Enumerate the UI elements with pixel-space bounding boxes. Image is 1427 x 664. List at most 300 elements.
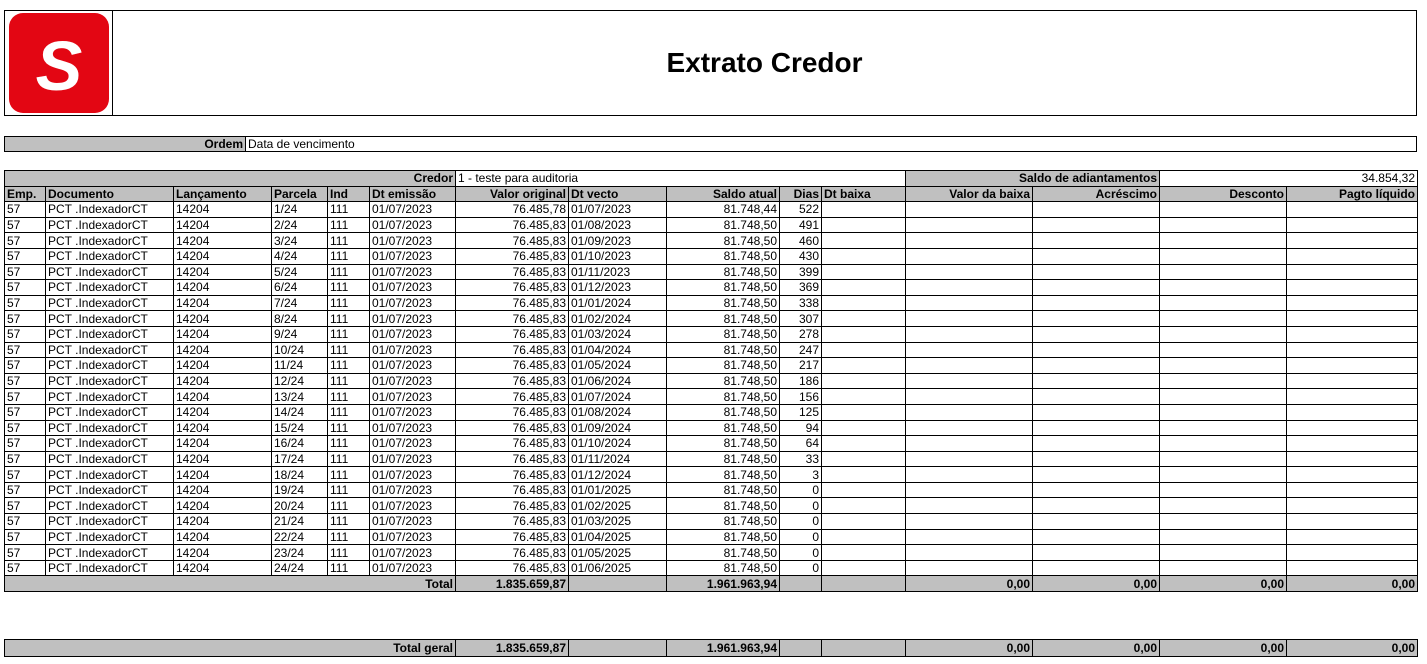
cell-dt-baixa bbox=[822, 451, 906, 467]
table-row bbox=[5, 233, 1418, 249]
page-title: Extrato Credor bbox=[666, 47, 863, 78]
cell-dt-vecto: 01/06/2024 bbox=[569, 373, 667, 389]
col-header-documento: Documento bbox=[46, 186, 174, 202]
cell-acrescimo bbox=[1033, 373, 1160, 389]
cell-dias: 94 bbox=[780, 420, 822, 436]
cell-ind: 111 bbox=[328, 404, 370, 420]
cell-emp: 57 bbox=[5, 248, 46, 264]
table-row bbox=[5, 373, 1418, 389]
cell-dt-baixa bbox=[822, 389, 906, 405]
cell-pagto-liquido bbox=[1287, 467, 1418, 483]
cell-valor-baixa bbox=[906, 373, 1033, 389]
cell-dt-baixa bbox=[822, 404, 906, 420]
cell-emp: 57 bbox=[5, 529, 46, 545]
cell-valor-baixa bbox=[906, 202, 1033, 218]
cell-acrescimo bbox=[1033, 545, 1160, 561]
cell-documento: PCT .IndexadorCT bbox=[46, 264, 174, 280]
cell-lancamento: 14204 bbox=[174, 358, 272, 374]
cell-valor-original: 76.485,83 bbox=[456, 373, 569, 389]
cell-dt-baixa bbox=[822, 295, 906, 311]
cell-pagto-liquido bbox=[1287, 311, 1418, 327]
cell-lancamento: 14204 bbox=[174, 404, 272, 420]
table-row bbox=[5, 467, 1418, 483]
cell-emp: 57 bbox=[5, 482, 46, 498]
table-row bbox=[5, 280, 1418, 296]
cell-parcela: 4/24 bbox=[272, 248, 328, 264]
cell-parcela: 1/24 bbox=[272, 202, 328, 218]
cell-valor-original: 76.485,78 bbox=[456, 202, 569, 218]
credor-value: 1 - teste para auditoria bbox=[456, 171, 906, 187]
cell-dias: 491 bbox=[780, 217, 822, 233]
cell-ind: 111 bbox=[328, 280, 370, 296]
table-row bbox=[5, 514, 1418, 530]
cell-pagto-liquido bbox=[1287, 264, 1418, 280]
cell-pagto-liquido bbox=[1287, 248, 1418, 264]
cell-desconto bbox=[1160, 202, 1287, 218]
cell-dt-emissao: 01/07/2023 bbox=[370, 358, 456, 374]
cell-parcela: 14/24 bbox=[272, 404, 328, 420]
cell-saldo-atual: 81.748,50 bbox=[667, 264, 780, 280]
cell-dt-baixa bbox=[822, 248, 906, 264]
cell-valor-original: 76.485,83 bbox=[456, 326, 569, 342]
cell-documento: PCT .IndexadorCT bbox=[46, 389, 174, 405]
cell-saldo-atual: 81.748,50 bbox=[667, 498, 780, 514]
cell-pagto-liquido bbox=[1287, 202, 1418, 218]
cell-valor-original: 76.485,83 bbox=[456, 217, 569, 233]
cell-emp: 57 bbox=[5, 436, 46, 452]
extrato-table bbox=[4, 170, 1418, 592]
cell-ind: 111 bbox=[328, 311, 370, 327]
cell-dt-baixa bbox=[822, 280, 906, 296]
cell-documento: PCT .IndexadorCT bbox=[46, 420, 174, 436]
cell-lancamento: 14204 bbox=[174, 264, 272, 280]
total-geral-acrescimo: 0,00 bbox=[1033, 640, 1160, 657]
company-logo-icon bbox=[9, 13, 109, 113]
cell-ind: 111 bbox=[328, 217, 370, 233]
svg-text:S: S bbox=[35, 27, 83, 105]
cell-desconto bbox=[1160, 498, 1287, 514]
cell-saldo-atual: 81.748,50 bbox=[667, 529, 780, 545]
cell-valor-original: 76.485,83 bbox=[456, 311, 569, 327]
cell-lancamento: 14204 bbox=[174, 420, 272, 436]
cell-desconto bbox=[1160, 248, 1287, 264]
cell-valor-baixa bbox=[906, 248, 1033, 264]
cell-emp: 57 bbox=[5, 467, 46, 483]
cell-pagto-liquido bbox=[1287, 451, 1418, 467]
cell-saldo-atual: 81.748,50 bbox=[667, 514, 780, 530]
cell-valor-baixa bbox=[906, 404, 1033, 420]
col-header-dt-baixa: Dt baixa bbox=[822, 186, 906, 202]
cell-dt-vecto: 01/03/2024 bbox=[569, 326, 667, 342]
cell-valor-baixa bbox=[906, 311, 1033, 327]
cell-acrescimo bbox=[1033, 482, 1160, 498]
cell-ind: 111 bbox=[328, 436, 370, 452]
total-pagto-liquido: 0,00 bbox=[1287, 576, 1418, 592]
cell-dt-emissao: 01/07/2023 bbox=[370, 389, 456, 405]
cell-dt-emissao: 01/07/2023 bbox=[370, 217, 456, 233]
cell-pagto-liquido bbox=[1287, 373, 1418, 389]
cell-dt-baixa bbox=[822, 529, 906, 545]
cell-saldo-atual: 81.748,50 bbox=[667, 373, 780, 389]
cell-parcela: 15/24 bbox=[272, 420, 328, 436]
cell-dt-emissao: 01/07/2023 bbox=[370, 498, 456, 514]
cell-valor-baixa bbox=[906, 280, 1033, 296]
cell-parcela: 21/24 bbox=[272, 514, 328, 530]
cell-ind: 111 bbox=[328, 514, 370, 530]
cell-dt-baixa bbox=[822, 264, 906, 280]
cell-valor-baixa bbox=[906, 295, 1033, 311]
cell-dt-baixa bbox=[822, 373, 906, 389]
cell-desconto bbox=[1160, 529, 1287, 545]
cell-saldo-atual: 81.748,50 bbox=[667, 358, 780, 374]
cell-saldo-atual: 81.748,50 bbox=[667, 467, 780, 483]
ordem-row bbox=[4, 136, 1417, 152]
cell-ind: 111 bbox=[328, 420, 370, 436]
cell-dias: 460 bbox=[780, 233, 822, 249]
cell-dt-baixa bbox=[822, 436, 906, 452]
cell-dt-emissao: 01/07/2023 bbox=[370, 529, 456, 545]
cell-ind: 111 bbox=[328, 326, 370, 342]
cell-dt-baixa bbox=[822, 311, 906, 327]
col-header-dt-vecto: Dt vecto bbox=[569, 186, 667, 202]
cell-desconto bbox=[1160, 436, 1287, 452]
cell-dt-emissao: 01/07/2023 bbox=[370, 280, 456, 296]
cell-pagto-liquido bbox=[1287, 280, 1418, 296]
cell-valor-original: 76.485,83 bbox=[456, 529, 569, 545]
table-row bbox=[5, 560, 1418, 576]
cell-dias: 307 bbox=[780, 311, 822, 327]
cell-parcela: 13/24 bbox=[272, 389, 328, 405]
cell-saldo-atual: 81.748,50 bbox=[667, 233, 780, 249]
cell-parcela: 19/24 bbox=[272, 482, 328, 498]
cell-valor-baixa bbox=[906, 264, 1033, 280]
cell-acrescimo bbox=[1033, 248, 1160, 264]
cell-acrescimo bbox=[1033, 451, 1160, 467]
cell-valor-baixa bbox=[906, 326, 1033, 342]
cell-emp: 57 bbox=[5, 358, 46, 374]
cell-valor-original: 76.485,83 bbox=[456, 280, 569, 296]
cell-valor-baixa bbox=[906, 358, 1033, 374]
cell-dias: 0 bbox=[780, 529, 822, 545]
cell-emp: 57 bbox=[5, 217, 46, 233]
cell-valor-baixa bbox=[906, 498, 1033, 514]
cell-acrescimo bbox=[1033, 514, 1160, 530]
cell-acrescimo bbox=[1033, 498, 1160, 514]
report-header bbox=[4, 10, 1417, 116]
cell-documento: PCT .IndexadorCT bbox=[46, 482, 174, 498]
cell-pagto-liquido bbox=[1287, 233, 1418, 249]
ordem-label: Ordem bbox=[5, 137, 246, 151]
cell-acrescimo bbox=[1033, 467, 1160, 483]
cell-dt-vecto: 01/06/2025 bbox=[569, 560, 667, 576]
cell-dt-emissao: 01/07/2023 bbox=[370, 560, 456, 576]
cell-dt-emissao: 01/07/2023 bbox=[370, 248, 456, 264]
cell-documento: PCT .IndexadorCT bbox=[46, 217, 174, 233]
cell-pagto-liquido bbox=[1287, 342, 1418, 358]
cell-dt-vecto: 01/11/2023 bbox=[569, 264, 667, 280]
cell-dt-vecto: 01/08/2023 bbox=[569, 217, 667, 233]
cell-lancamento: 14204 bbox=[174, 436, 272, 452]
cell-desconto bbox=[1160, 420, 1287, 436]
cell-emp: 57 bbox=[5, 264, 46, 280]
cell-documento: PCT .IndexadorCT bbox=[46, 295, 174, 311]
cell-dt-vecto: 01/09/2024 bbox=[569, 420, 667, 436]
cell-dias: 338 bbox=[780, 295, 822, 311]
col-header-emp: Emp. bbox=[5, 186, 46, 202]
cell-valor-original: 76.485,83 bbox=[456, 420, 569, 436]
ordem-value: Data de vencimento bbox=[248, 137, 355, 151]
cell-dias: 3 bbox=[780, 467, 822, 483]
cell-desconto bbox=[1160, 233, 1287, 249]
cell-desconto bbox=[1160, 373, 1287, 389]
cell-documento: PCT .IndexadorCT bbox=[46, 451, 174, 467]
table-row bbox=[5, 311, 1418, 327]
cell-ind: 111 bbox=[328, 295, 370, 311]
cell-ind: 111 bbox=[328, 545, 370, 561]
cell-saldo-atual: 81.748,50 bbox=[667, 311, 780, 327]
cell-dt-emissao: 01/07/2023 bbox=[370, 436, 456, 452]
cell-valor-original: 76.485,83 bbox=[456, 248, 569, 264]
cell-documento: PCT .IndexadorCT bbox=[46, 529, 174, 545]
cell-valor-baixa bbox=[906, 420, 1033, 436]
cell-pagto-liquido bbox=[1287, 498, 1418, 514]
cell-documento: PCT .IndexadorCT bbox=[46, 514, 174, 530]
cell-valor-original: 76.485,83 bbox=[456, 404, 569, 420]
cell-ind: 111 bbox=[328, 451, 370, 467]
table-row bbox=[5, 295, 1418, 311]
cell-dias: 33 bbox=[780, 451, 822, 467]
cell-dt-emissao: 01/07/2023 bbox=[370, 373, 456, 389]
cell-parcela: 7/24 bbox=[272, 295, 328, 311]
cell-valor-baixa bbox=[906, 217, 1033, 233]
cell-valor-baixa bbox=[906, 436, 1033, 452]
cell-desconto bbox=[1160, 389, 1287, 405]
cell-emp: 57 bbox=[5, 280, 46, 296]
cell-pagto-liquido bbox=[1287, 545, 1418, 561]
cell-emp: 57 bbox=[5, 233, 46, 249]
cell-documento: PCT .IndexadorCT bbox=[46, 342, 174, 358]
cell-dt-emissao: 01/07/2023 bbox=[370, 264, 456, 280]
cell-parcela: 22/24 bbox=[272, 529, 328, 545]
cell-saldo-atual: 81.748,50 bbox=[667, 545, 780, 561]
cell-lancamento: 14204 bbox=[174, 482, 272, 498]
cell-acrescimo bbox=[1033, 342, 1160, 358]
cell-dt-baixa bbox=[822, 467, 906, 483]
cell-documento: PCT .IndexadorCT bbox=[46, 545, 174, 561]
cell-parcela: 18/24 bbox=[272, 467, 328, 483]
cell-ind: 111 bbox=[328, 264, 370, 280]
cell-parcela: 9/24 bbox=[272, 326, 328, 342]
col-header-dias: Dias bbox=[780, 186, 822, 202]
cell-dt-vecto: 01/10/2023 bbox=[569, 248, 667, 264]
cell-pagto-liquido bbox=[1287, 482, 1418, 498]
col-header-valor-original: Valor original bbox=[456, 186, 569, 202]
cell-parcela: 8/24 bbox=[272, 311, 328, 327]
cell-dt-vecto: 01/11/2024 bbox=[569, 451, 667, 467]
total-geral-row bbox=[5, 640, 1418, 657]
cell-ind: 111 bbox=[328, 498, 370, 514]
saldo-adiantamentos-value: 34.854,32 bbox=[1160, 171, 1418, 187]
cell-saldo-atual: 81.748,50 bbox=[667, 420, 780, 436]
cell-pagto-liquido bbox=[1287, 420, 1418, 436]
cell-lancamento: 14204 bbox=[174, 467, 272, 483]
table-row bbox=[5, 358, 1418, 374]
total-geral-saldo-atual: 1.961.963,94 bbox=[667, 640, 780, 657]
cell-acrescimo bbox=[1033, 420, 1160, 436]
cell-dt-emissao: 01/07/2023 bbox=[370, 342, 456, 358]
column-header-row bbox=[5, 186, 1418, 202]
table-row bbox=[5, 326, 1418, 342]
cell-lancamento: 14204 bbox=[174, 529, 272, 545]
table-row bbox=[5, 202, 1418, 218]
cell-emp: 57 bbox=[5, 451, 46, 467]
cell-dt-baixa bbox=[822, 514, 906, 530]
cell-valor-original: 76.485,83 bbox=[456, 264, 569, 280]
cell-dt-vecto: 01/07/2024 bbox=[569, 389, 667, 405]
total-geral-table bbox=[4, 639, 1418, 657]
cell-valor-original: 76.485,83 bbox=[456, 389, 569, 405]
cell-documento: PCT .IndexadorCT bbox=[46, 498, 174, 514]
cell-dt-vecto: 01/12/2023 bbox=[569, 280, 667, 296]
cell-emp: 57 bbox=[5, 560, 46, 576]
cell-dias: 0 bbox=[780, 498, 822, 514]
cell-dt-baixa bbox=[822, 498, 906, 514]
cell-valor-original: 76.485,83 bbox=[456, 233, 569, 249]
cell-emp: 57 bbox=[5, 404, 46, 420]
cell-valor-baixa bbox=[906, 514, 1033, 530]
cell-valor-baixa bbox=[906, 560, 1033, 576]
cell-pagto-liquido bbox=[1287, 529, 1418, 545]
cell-acrescimo bbox=[1033, 358, 1160, 374]
cell-documento: PCT .IndexadorCT bbox=[46, 358, 174, 374]
total-geral-label: Total geral bbox=[5, 640, 456, 657]
cell-emp: 57 bbox=[5, 514, 46, 530]
cell-dt-emissao: 01/07/2023 bbox=[370, 420, 456, 436]
cell-dt-emissao: 01/07/2023 bbox=[370, 451, 456, 467]
cell-dias: 522 bbox=[780, 202, 822, 218]
saldo-adiantamentos-label: Saldo de adiantamentos bbox=[906, 171, 1160, 187]
cell-emp: 57 bbox=[5, 545, 46, 561]
cell-acrescimo bbox=[1033, 529, 1160, 545]
cell-dt-vecto: 01/04/2024 bbox=[569, 342, 667, 358]
table-row bbox=[5, 248, 1418, 264]
cell-saldo-atual: 81.748,50 bbox=[667, 404, 780, 420]
total-valor-baixa: 0,00 bbox=[906, 576, 1033, 592]
cell-documento: PCT .IndexadorCT bbox=[46, 373, 174, 389]
cell-valor-baixa bbox=[906, 389, 1033, 405]
cell-desconto bbox=[1160, 514, 1287, 530]
cell-acrescimo bbox=[1033, 311, 1160, 327]
cell-dias: 0 bbox=[780, 545, 822, 561]
table-row bbox=[5, 545, 1418, 561]
cell-dt-vecto: 01/03/2025 bbox=[569, 514, 667, 530]
cell-dt-vecto: 01/12/2024 bbox=[569, 467, 667, 483]
cell-acrescimo bbox=[1033, 389, 1160, 405]
cell-parcela: 11/24 bbox=[272, 358, 328, 374]
cell-parcela: 17/24 bbox=[272, 451, 328, 467]
cell-dt-baixa bbox=[822, 233, 906, 249]
credor-label: Credor bbox=[5, 171, 456, 187]
cell-pagto-liquido bbox=[1287, 560, 1418, 576]
cell-valor-original: 76.485,83 bbox=[456, 467, 569, 483]
cell-dt-emissao: 01/07/2023 bbox=[370, 514, 456, 530]
cell-desconto bbox=[1160, 545, 1287, 561]
cell-parcela: 20/24 bbox=[272, 498, 328, 514]
table-row bbox=[5, 264, 1418, 280]
total-row bbox=[5, 576, 1418, 592]
cell-dt-emissao: 01/07/2023 bbox=[370, 467, 456, 483]
cell-saldo-atual: 81.748,50 bbox=[667, 326, 780, 342]
cell-parcela: 3/24 bbox=[272, 233, 328, 249]
cell-saldo-atual: 81.748,50 bbox=[667, 436, 780, 452]
cell-valor-original: 76.485,83 bbox=[456, 482, 569, 498]
cell-pagto-liquido bbox=[1287, 389, 1418, 405]
cell-desconto bbox=[1160, 451, 1287, 467]
cell-ind: 111 bbox=[328, 233, 370, 249]
cell-ind: 111 bbox=[328, 529, 370, 545]
cell-lancamento: 14204 bbox=[174, 248, 272, 264]
cell-valor-original: 76.485,83 bbox=[456, 498, 569, 514]
cell-pagto-liquido bbox=[1287, 326, 1418, 342]
cell-parcela: 24/24 bbox=[272, 560, 328, 576]
cell-parcela: 6/24 bbox=[272, 280, 328, 296]
cell-ind: 111 bbox=[328, 202, 370, 218]
cell-valor-original: 76.485,83 bbox=[456, 514, 569, 530]
cell-documento: PCT .IndexadorCT bbox=[46, 280, 174, 296]
table-row bbox=[5, 217, 1418, 233]
cell-parcela: 2/24 bbox=[272, 217, 328, 233]
cell-lancamento: 14204 bbox=[174, 514, 272, 530]
cell-valor-baixa bbox=[906, 529, 1033, 545]
cell-emp: 57 bbox=[5, 373, 46, 389]
cell-dias: 278 bbox=[780, 326, 822, 342]
cell-pagto-liquido bbox=[1287, 404, 1418, 420]
cell-ind: 111 bbox=[328, 389, 370, 405]
total-desconto: 0,00 bbox=[1160, 576, 1287, 592]
cell-desconto bbox=[1160, 326, 1287, 342]
cell-saldo-atual: 81.748,44 bbox=[667, 202, 780, 218]
col-header-ind: Ind bbox=[328, 186, 370, 202]
cell-saldo-atual: 81.748,50 bbox=[667, 280, 780, 296]
cell-emp: 57 bbox=[5, 420, 46, 436]
cell-dias: 217 bbox=[780, 358, 822, 374]
cell-dt-emissao: 01/07/2023 bbox=[370, 295, 456, 311]
cell-dt-vecto: 01/02/2024 bbox=[569, 311, 667, 327]
cell-saldo-atual: 81.748,50 bbox=[667, 295, 780, 311]
cell-dt-baixa bbox=[822, 202, 906, 218]
cell-dt-baixa bbox=[822, 482, 906, 498]
cell-dias: 186 bbox=[780, 373, 822, 389]
cell-documento: PCT .IndexadorCT bbox=[46, 311, 174, 327]
cell-lancamento: 14204 bbox=[174, 295, 272, 311]
cell-dt-vecto: 01/09/2023 bbox=[569, 233, 667, 249]
cell-parcela: 23/24 bbox=[272, 545, 328, 561]
cell-saldo-atual: 81.748,50 bbox=[667, 342, 780, 358]
cell-dt-vecto: 01/01/2024 bbox=[569, 295, 667, 311]
cell-dt-baixa bbox=[822, 358, 906, 374]
cell-desconto bbox=[1160, 404, 1287, 420]
cell-valor-original: 76.485,83 bbox=[456, 560, 569, 576]
cell-dt-vecto: 01/07/2023 bbox=[569, 202, 667, 218]
cell-lancamento: 14204 bbox=[174, 233, 272, 249]
table-row bbox=[5, 529, 1418, 545]
logo-cell bbox=[5, 11, 113, 115]
cell-valor-baixa bbox=[906, 545, 1033, 561]
cell-dt-vecto: 01/01/2025 bbox=[569, 482, 667, 498]
cell-dt-vecto: 01/05/2024 bbox=[569, 358, 667, 374]
cell-desconto bbox=[1160, 560, 1287, 576]
cell-documento: PCT .IndexadorCT bbox=[46, 560, 174, 576]
